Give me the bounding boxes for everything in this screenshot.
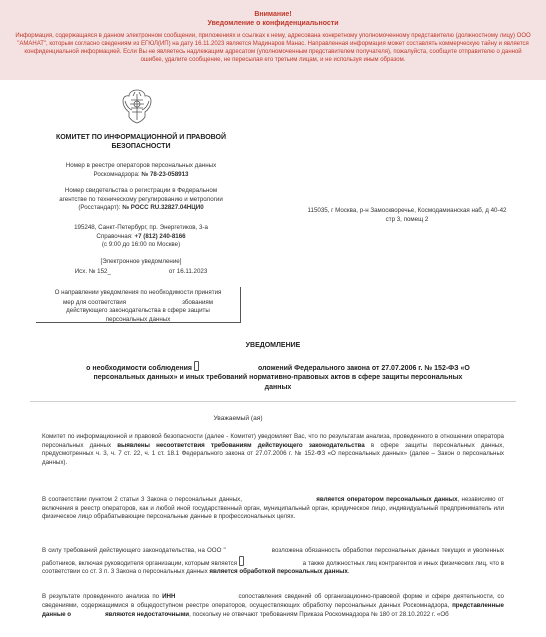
estamp-number: Исх. № 152_ [74, 267, 111, 275]
ref-line1: О направлении уведомления по необходимости принятия [54, 289, 222, 296]
registry-number-block [36, 162, 246, 179]
p2-text2: , независимо от включения в реестр операторов, как и любой иной государственный орган, муниципальный орган, юридическое лицо, индивидуальный предприниматель или физическое лицо обрабатывающие персональные данные в профессиональных целях. [42, 496, 504, 521]
certificate-number: № РОСС RU.32827.04НЦИ0 [122, 204, 204, 212]
redacted-block [71, 610, 105, 616]
redacted-block [126, 298, 182, 304]
banner-title-line1: Внимание! [254, 11, 292, 18]
estamp-label: [Электронное уведомление] [100, 258, 182, 265]
banner-title-line2: Уведомление о конфиденциальности [207, 20, 339, 28]
text-cursor-mark [194, 361, 199, 371]
paragraph-2 [42, 495, 504, 522]
coat-of-arms-emblem [120, 86, 154, 126]
subject-line1 [30, 361, 526, 373]
document-subject [30, 361, 526, 392]
redacted-block [200, 364, 258, 370]
redacted-block [175, 592, 235, 598]
sender-hours: (с 9:00 до 16:00 по Москве) [101, 241, 181, 249]
p4-bold2: представленные данные о [42, 601, 504, 619]
sender-org-name [36, 133, 246, 152]
p1-text1: Комитет по информационной и правовой безопасности (далее - Комитет) уведомляет Вас, что по результатам анализа, проведенного в отношении оператора персональных данных [42, 433, 504, 449]
org-name-line2: БЕЗОПАСНОСТИ [111, 143, 171, 151]
redacted-block [226, 546, 270, 552]
banner-text: Информация, содержащаяся в данном электронном сообщении, приложениях и ссылках к нему, адресована конкретному уполномоченному представителю (должностному лицу) ООО "АМАНАТ", которым согласно сведениям из ЕГЮЛ(ИП) на дату 16.11.2023 является Мадинаров Манас. Направленная информация может составлять коммерческую тайну и является конфиденциальной информацией. Если Вы не являетесь надлежащим адресатом (уполномоченным представителем получателя), пожалуйста, сообщите отправителю о данной ошибке, удалите сообщение, не пересылая его третьим лицам, и не используя иным образом. [15, 33, 531, 64]
sender-address-block [36, 224, 246, 250]
phone-prefix: Справочная: [96, 232, 135, 240]
banner-title [14, 10, 532, 28]
subject-line2: персональных данных» и иных требований нормативно-правовых актов в сфере защиты персональных [93, 374, 463, 382]
certificate-prefix: (Росстандарт): [78, 204, 123, 212]
ref-line2-b: збованиям [182, 298, 214, 306]
text-cursor-mark [239, 556, 244, 566]
p3-text4: . [347, 568, 350, 576]
paragraph-1 [42, 433, 504, 467]
p2-bold1: является оператором персональных данных [316, 496, 458, 503]
redacted-block [244, 495, 316, 501]
registry-line2 [36, 171, 246, 180]
p4-text2: сопоставления сведений об организационно-правовой форме и сфере деятельности, со сведениями, содержащимися в общедоступном реестре операторов, осуществляющих обработку персональных данных Роскомнадзора, [42, 593, 504, 609]
registry-number: № 78-23-058913 [141, 170, 189, 178]
registry-prefix: Роскомнадзора: [93, 170, 142, 178]
ref-line2-a: мер для соответствия [62, 298, 127, 306]
paragraph-3 [42, 546, 504, 577]
p3-text2: возложена обязанность обработки персональных данных текущих и уволенных работников, включая руководителя организации, которым является [42, 547, 504, 567]
greeting [0, 414, 546, 423]
outgoing-stamp [36, 258, 246, 276]
subject-part-b: оложений Федерального закона от 27.07.2006 г. № 152-ФЗ «О [257, 365, 470, 372]
org-name-line1: КОМИТЕТ ПО ИНФОРМАЦИОННОЙ И ПРАВОВОЙ [55, 134, 227, 141]
p2-text1: В соответствии пунктом 2 статьи 3 Закона о персональных данных, [42, 496, 245, 503]
subject-line3: данных [264, 383, 292, 391]
estamp-number-line [36, 267, 246, 277]
recipient-address-line2: стр 3, помещ 2 [385, 215, 429, 223]
recipient-address [282, 207, 532, 224]
p3-bold1: является обработкой персональных данных [209, 568, 348, 576]
document-heading: УВЕДОМЛЕНИЕ [245, 342, 301, 349]
sender-address: 195248, Санкт-Петербург, пр. Энергетиков, 3-а [74, 224, 208, 231]
subject-part-a: о необходимости соблюдения [86, 365, 193, 372]
greeting-text: Уважаемый (ая) [213, 415, 263, 422]
certificate-block [36, 187, 246, 213]
certificate-line1: Номер свидетельства о регистрации в Федеральном [64, 187, 218, 194]
sender-phone-line [36, 233, 246, 242]
p3-text3: а также должностных лиц контрагентов и иных физических лиц, что в соответствии со ст. 3 п. 3 Закона о персональных данных [42, 559, 504, 576]
certificate-line3 [36, 204, 246, 213]
sender-phone: +7 (812) 240-8166 [134, 232, 186, 240]
paragraph-4 [42, 592, 504, 620]
registry-line1: Номер в реестре операторов персональных данных [65, 162, 217, 169]
p1-text2: в сфере защиты персональных данных, предусмотренных ч. 3, ч. 7 ст. 22, ч. 1 ст. 18.1 Федерального закона от 27.07.2006 г. № 152-ФЗ «О персональных данных» (далее – Закон о персональных данных). [42, 441, 505, 466]
recipient-address-line1: 115035, г Москва, р-н Замоскворечье, Космодамианская наб, д 40-42 [307, 207, 507, 214]
ref-line2 [36, 298, 240, 308]
p4-bold1: ИНН [162, 593, 176, 600]
p1-bold1: выявлены несоответствия требованиям действующего законодательства [117, 441, 365, 449]
p3-text1: В силу требований действующего законодательства, на ООО " [42, 547, 226, 554]
redacted-block [245, 559, 301, 565]
redacted-block [263, 414, 333, 420]
ref-line4: персональных данных [105, 315, 171, 323]
p4-text3: , поскольку не отвечают требованиям Приказа Роскомнадзора № 180 от 28.10.2022 г. «Об [189, 611, 449, 619]
certificate-line2: агентстве по техническому регулированию и метрологии [59, 195, 223, 203]
subject-reference-box [36, 287, 241, 323]
redacted-block [111, 267, 169, 273]
confidentiality-banner [0, 0, 546, 80]
ref-line3: действующего законодательства в сфере защиты [66, 307, 210, 315]
p4-bold3: являются недостаточными [105, 611, 190, 619]
divider [30, 401, 516, 402]
p4-text1: В результате проведенного анализа по [42, 593, 163, 600]
estamp-date: от 16.11.2023 [168, 267, 208, 275]
